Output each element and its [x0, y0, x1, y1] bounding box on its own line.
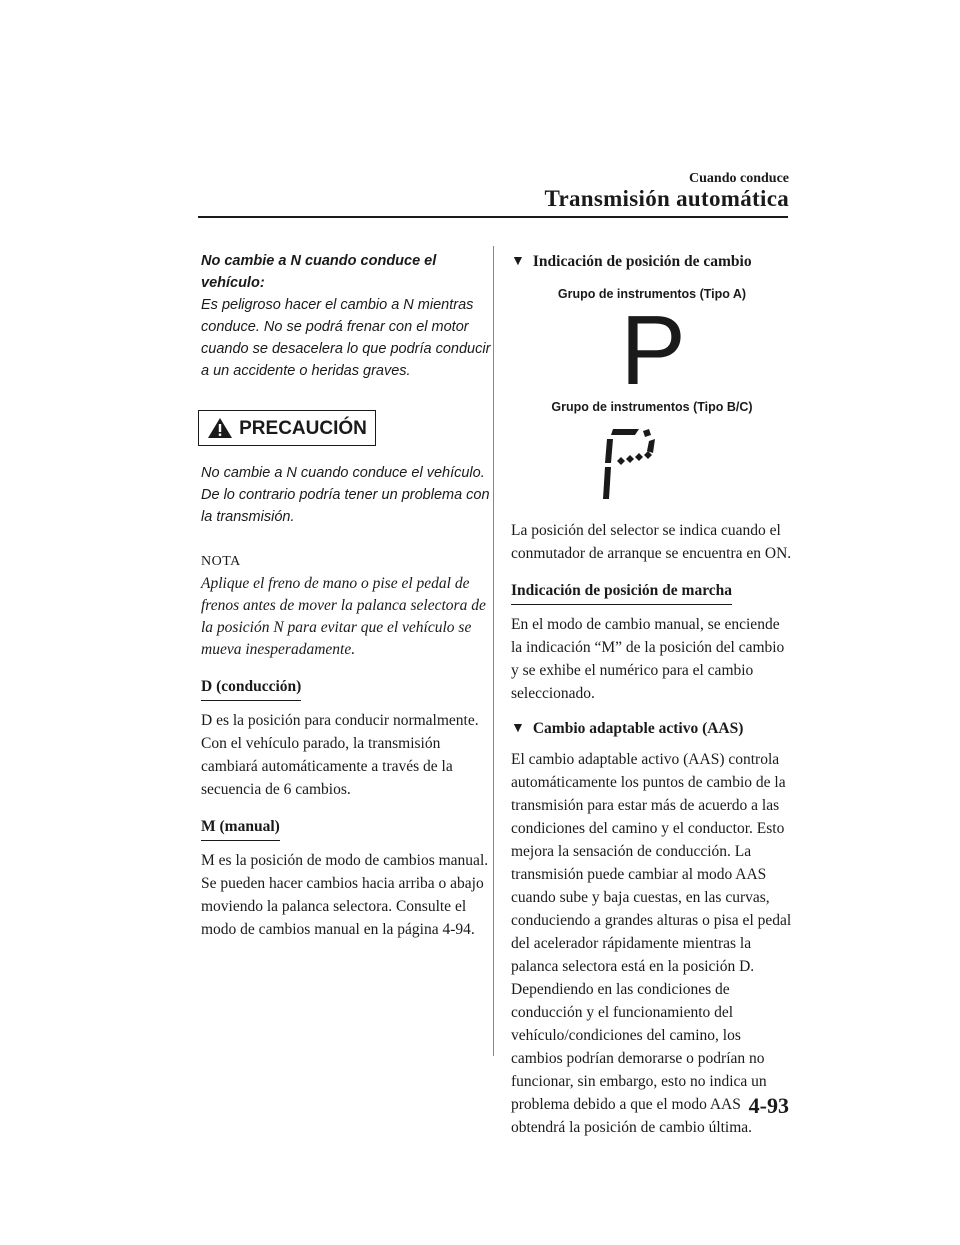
- caution-body: No cambie a N cuando conduce el vehículo. De lo contrario podría tener un problema con la transmisión.: [201, 465, 490, 525]
- shift-indication-body: La posición del selector se indica cuando el conmutador de arranque se encuentra en ON.: [511, 522, 792, 562]
- gear-indication-body: En el modo de cambio manual, se enciende la indicación “M” de la posición del cambio y se exhibe el numérico para el cambio seleccionado.: [511, 616, 785, 702]
- aas-title: Cambio adaptable activo (AAS): [532, 720, 744, 737]
- figure-a-caption: Grupo de instrumentos (Tipo A): [557, 287, 747, 301]
- page-title: Transmisión automática: [544, 186, 789, 211]
- left-column: [201, 250, 491, 941]
- right-column: [511, 250, 793, 1139]
- caution-label: PRECAUCIÓN: [239, 417, 367, 439]
- d-body: D es la posición para conducir normalmente. Con el vehículo parado, la transmisión cambiará automáticamente a través de la secuencia de 6 cambios.: [201, 712, 479, 798]
- shift-indication-heading: [511, 250, 793, 273]
- warning-triangle-icon: [207, 417, 233, 439]
- triangle-bullet-icon: ▼: [511, 721, 525, 736]
- d-heading: D (conducción): [201, 675, 301, 701]
- figure-b-caption: Grupo de instrumentos (Tipo B/C): [551, 400, 753, 414]
- chapter-label: Cuando conduce: [689, 171, 789, 186]
- warning-body: Es peligroso hacer el cambio a N mientras conduce. No se podrá frenar con el motor cuando se desacelera lo que podría conducir a un accidente o heridas graves.: [201, 297, 491, 379]
- m-body: M es la posición de modo de cambios manual. Se pueden hacer cambios hacia arriba o abajo moviendo la palanca selectora. Consulte el modo de cambios manual en la página 4-94.: [201, 852, 489, 938]
- aas-heading: [511, 717, 793, 740]
- column-divider: [493, 246, 494, 1056]
- shift-indication-title: Indicación de posición de cambio: [532, 253, 752, 270]
- caution-box: [198, 410, 376, 446]
- m-heading: M (manual): [201, 815, 280, 841]
- triangle-bullet-icon: ▼: [511, 254, 525, 269]
- page-number: 4-93: [748, 1093, 789, 1118]
- figure-a-p-indicator: P: [620, 295, 686, 405]
- segment-p-indicator-icon: [599, 427, 669, 503]
- note-body: Aplique el freno de mano o pise el pedal de frenos antes de mover la palanca selectora de la posición N para evitar que el vehículo se mueva inesperadamente.: [201, 575, 486, 658]
- header-rule: [198, 216, 788, 218]
- gear-indication-heading: Indicación de posición de marcha: [511, 579, 732, 605]
- aas-body: El cambio adaptable activo (AAS) controla automáticamente los puntos de cambio de la transmisión para estar más de acuerdo a las condiciones del camino y el conductor. Esto mejora la sensación de conducción. La transmisión puede cambiar al modo AAS cuando sube y baja cuestas, en las curvas, conduciendo a grandes alturas o pisa el pedal del acelerador rápidamente mientras la palanca selectora está en la posición D. Dependiendo en las condiciones de conducción y el funcionamiento del vehículo/condiciones del camino, los cambios podrían demorarse o podrían no funcionar, sin embargo, esto no indica un problema debido a que el modo AAS obtendrá la posición de cambio última.: [511, 751, 792, 1136]
- note-label: NOTA: [201, 554, 241, 569]
- warning-heading: No cambie a N cuando conduce el vehículo:: [201, 253, 437, 291]
